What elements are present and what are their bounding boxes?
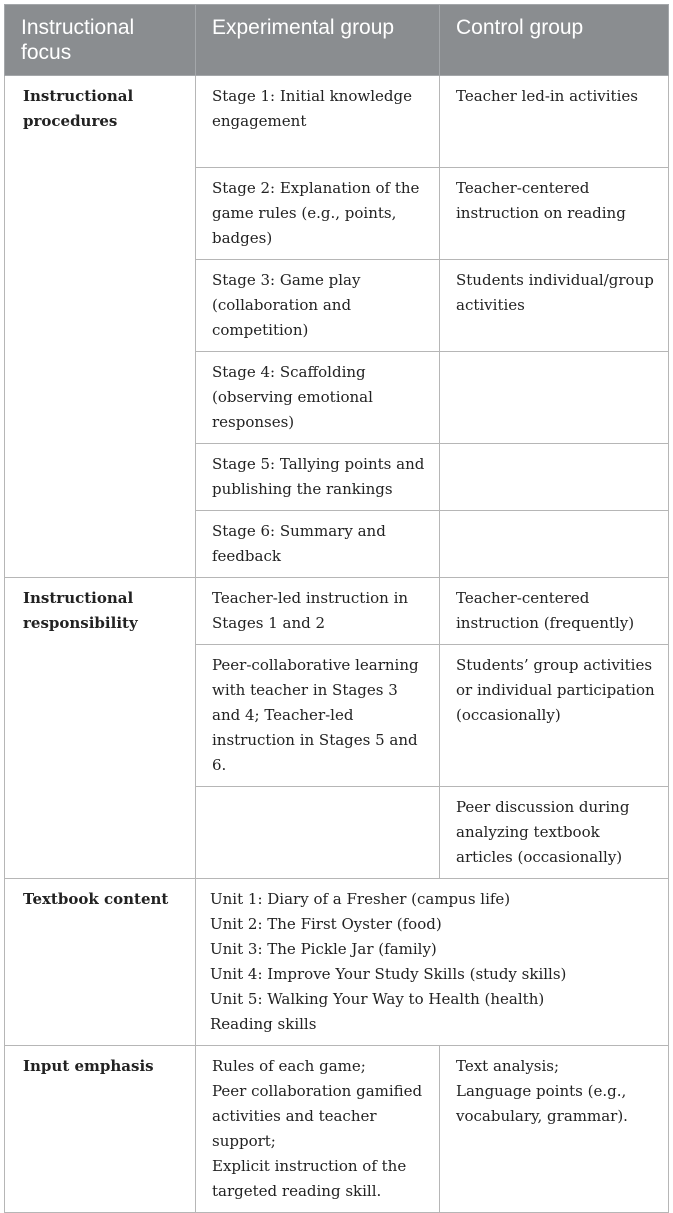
input-emphasis-line: Text analysis; [456, 1057, 560, 1075]
table-row [5, 76, 669, 168]
control-cell: Students individual/group activities [440, 260, 669, 352]
comparison-table-container [4, 4, 668, 1213]
focus-textbook-content: Textbook content [5, 879, 196, 1046]
textbook-unit-line: Unit 3: The Pickle Jar (family) [210, 940, 437, 958]
textbook-unit-line: Unit 1: Diary of a Fresher (campus life) [210, 890, 511, 908]
control-cell [440, 1046, 669, 1213]
experimental-cell: Stage 1: Initial knowledge engagement [196, 76, 440, 168]
control-cell: Students’ group activities or individual participation (occasionally) [440, 645, 669, 787]
control-cell: Peer discussion during analyzing textbook articles (occasionally) [440, 787, 669, 879]
experimental-cell: Stage 4: Scaffolding (observing emotional responses) [196, 352, 440, 444]
experimental-cell: Stage 5: Tallying points and publishing the rankings [196, 444, 440, 511]
textbook-unit-line: Reading skills [210, 1015, 317, 1033]
experimental-cell [196, 1046, 440, 1213]
control-cell [440, 444, 669, 511]
textbook-unit-line: Unit 5: Walking Your Way to Health (health) [210, 990, 545, 1008]
header-experimental-group: Experimental group [196, 5, 440, 76]
table-row [5, 1046, 669, 1213]
control-cell [440, 511, 669, 578]
header-row [5, 5, 669, 76]
header-instructional-focus: Instructional focus [5, 5, 196, 76]
focus-instructional-responsibility: Instructional responsibility [5, 578, 196, 879]
table-row [5, 578, 669, 645]
experimental-cell: Stage 3: Game play (collaboration and competition) [196, 260, 440, 352]
control-cell [440, 352, 669, 444]
textbook-unit-line: Unit 4: Improve Your Study Skills (study skills) [210, 965, 567, 983]
table-row [5, 879, 669, 1046]
input-emphasis-line: Peer collaboration gamified activities and teacher support; [212, 1082, 423, 1150]
comparison-table [4, 4, 669, 1213]
input-emphasis-line: Rules of each game; [212, 1057, 366, 1075]
experimental-cell: Stage 2: Explanation of the game rules (e.g., points, badges) [196, 168, 440, 260]
control-cell: Teacher led-in activities [440, 76, 669, 168]
control-cell: Teacher-centered instruction (frequently) [440, 578, 669, 645]
focus-input-emphasis: Input emphasis [5, 1046, 196, 1213]
input-emphasis-line: Language points (e.g., vocabulary, grammar). [456, 1082, 628, 1125]
experimental-cell: Peer-collaborative learning with teacher in Stages 3 and 4; Teacher-led instruction in Stages 5 and 6. [196, 645, 440, 787]
experimental-cell [196, 787, 440, 879]
textbook-unit-line: Unit 2: The First Oyster (food) [210, 915, 442, 933]
control-cell: Teacher-centered instruction on reading [440, 168, 669, 260]
input-emphasis-line: Explicit instruction of the targeted reading skill. [212, 1157, 407, 1200]
focus-instructional-procedures: Instructional procedures [5, 76, 196, 578]
textbook-content-cell [196, 879, 669, 1046]
header-control-group: Control group [440, 5, 669, 76]
experimental-cell: Teacher-led instruction in Stages 1 and 2 [196, 578, 440, 645]
experimental-cell: Stage 6: Summary and feedback [196, 511, 440, 578]
